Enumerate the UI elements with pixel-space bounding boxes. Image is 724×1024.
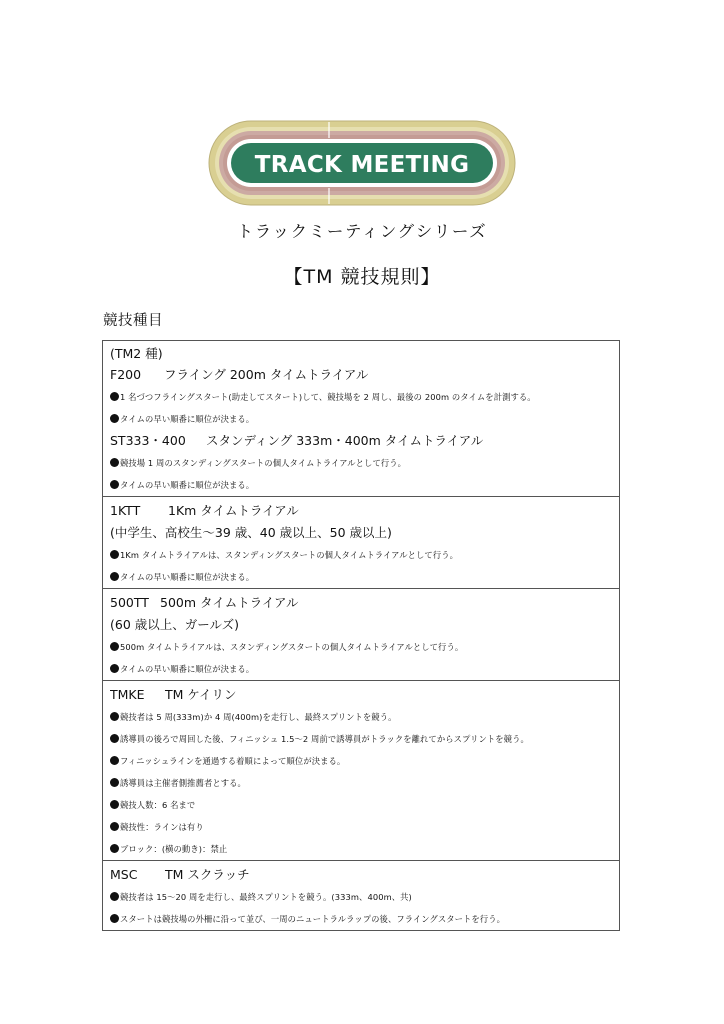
bullet-icon xyxy=(110,550,119,559)
event-code: 500TT xyxy=(110,595,149,610)
event-title-msc xyxy=(110,864,619,886)
logo-text: TRACK MEETING xyxy=(254,152,470,178)
list-item: タイムの早い順番に順位が決まる。 xyxy=(110,474,619,496)
event-title-tmke xyxy=(110,684,619,706)
event-name: TM ケイリン xyxy=(165,687,237,702)
tt500-event-cell xyxy=(103,588,619,680)
list-item: 競技者は 5 周(333m)か 4 周(400m)を走行し、最終スプリントを競う。 xyxy=(110,706,619,728)
list-item: 500m タイムトライアルは、スタンディングスタートの個人タイムトライアルとして行う。 xyxy=(110,636,619,658)
list-item: スタートは競技場の外柵に沿って並び、一周のニュートラルラップの後、フライングスタートを行う。 xyxy=(110,908,619,930)
rules-table xyxy=(102,340,620,931)
bullet-icon xyxy=(110,572,119,581)
bullet-icon xyxy=(110,664,119,673)
list-item: 1 名づつフライングスタート(助走してスタート)して、競技場を 2 周し、最後の 200m のタイムを計測する。 xyxy=(110,386,619,408)
track-meeting-logo xyxy=(208,120,516,206)
event-code: TMKE xyxy=(110,687,145,702)
tm2-events-cell xyxy=(103,341,619,496)
bullet-icon xyxy=(110,822,119,831)
event-categories: (中学生、高校生〜39 歳、40 歳以上、50 歳以上) xyxy=(110,525,392,540)
event-code: ST333・400 xyxy=(110,433,186,448)
event-code: F200 xyxy=(110,367,142,382)
event-title-f200 xyxy=(110,364,619,386)
msc-event-cell xyxy=(103,860,619,930)
bullet-icon xyxy=(110,392,119,401)
list-item: タイムの早い順番に順位が決まる。 xyxy=(110,566,619,588)
list-item: 誘導員は主催者側推薦者とする。 xyxy=(110,772,619,794)
bullet-icon xyxy=(110,800,119,809)
event-name: フライング 200m タイムトライアル xyxy=(164,367,369,382)
event-name: スタンディング 333m・400m タイムトライアル xyxy=(206,433,484,448)
document-title: 【TM 競技規則】 xyxy=(283,266,441,288)
bullet-icon xyxy=(110,734,119,743)
event-title-500tt xyxy=(110,592,619,614)
list-item: ブロック：(横の動き)：禁止 xyxy=(110,838,619,860)
list-item: 競技人数：6 名まで xyxy=(110,794,619,816)
series-subtitle: トラックミーティングシリーズ xyxy=(236,222,488,241)
list-item: タイムの早い順番に順位が決まる。 xyxy=(110,408,619,430)
bullet-icon xyxy=(110,414,119,423)
ktt-event-cell xyxy=(103,496,619,588)
list-item: 競技場 1 周のスタンディングスタートの個人タイムトライアルとして行う。 xyxy=(110,452,619,474)
list-item: タイムの早い順番に順位が決まる。 xyxy=(110,658,619,680)
bullet-icon xyxy=(110,892,119,901)
tmke-event-cell xyxy=(103,680,619,860)
bullet-icon xyxy=(110,778,119,787)
list-item: 1Km タイムトライアルは、スタンディングスタートの個人タイムトライアルとして行う。 xyxy=(110,544,619,566)
bullet-icon xyxy=(110,844,119,853)
list-item: 競技性：ラインは有り xyxy=(110,816,619,838)
event-title-st xyxy=(110,430,619,452)
bullet-icon xyxy=(110,480,119,489)
bullet-icon xyxy=(110,642,119,651)
list-item: 誘導員の後ろで周回した後、フィニッシュ 1.5〜2 周前で誘導員がトラックを離れてからスプリントを競う。 xyxy=(110,728,619,750)
event-categories: (60 歳以上、ガールズ) xyxy=(110,617,240,632)
list-item: フィニッシュラインを通過する着順によって順位が決まる。 xyxy=(110,750,619,772)
list-item: 競技者は 15〜20 周を走行し、最終スプリントを競う。(333m、400m、共) xyxy=(110,886,619,908)
event-code: 1KTT xyxy=(110,503,141,518)
event-name: 1Km タイムトライアル xyxy=(168,503,299,518)
event-code: MSC xyxy=(110,867,138,882)
bullet-icon xyxy=(110,712,119,721)
bullet-icon xyxy=(110,756,119,765)
event-title-1ktt xyxy=(110,500,619,522)
group-label: (TM2 種) xyxy=(110,346,163,361)
event-name: TM スクラッチ xyxy=(165,867,250,882)
bullet-icon xyxy=(110,914,119,923)
bullet-icon xyxy=(110,458,119,467)
event-name: 500m タイムトライアル xyxy=(160,595,299,610)
section-heading: 競技種目 xyxy=(103,313,163,329)
